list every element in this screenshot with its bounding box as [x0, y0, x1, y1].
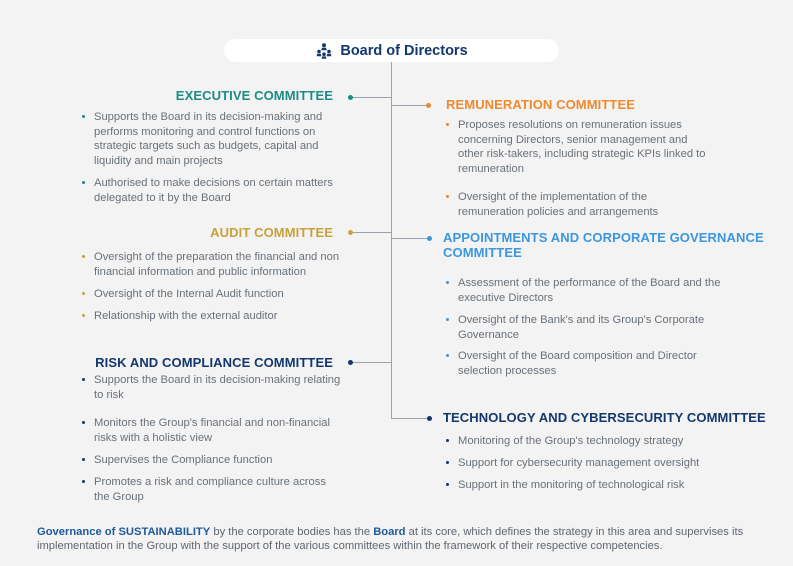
list-item: Oversight of the preparation the financial and non financial information and public information: [82, 250, 352, 279]
technology-connector-dot: [427, 416, 432, 421]
connector-executive: [353, 97, 391, 98]
footer-sustainability-label: Governance of SUSTAINABILITY: [37, 526, 211, 538]
connector-technology: [391, 418, 429, 419]
board-title: Board of Directors: [340, 42, 468, 59]
appointments-governance-committee-title: APPOINTMENTS AND CORPORATE GOVERNANCE COMMITTEE: [443, 230, 764, 260]
list-item: Monitors the Group's financial and non-financial risks with a holistic view: [82, 416, 352, 445]
board-of-directors-header: [224, 39, 559, 62]
trunk-line: [391, 62, 392, 418]
connector-appointments: [391, 238, 429, 239]
org-hierarchy-icon: [315, 43, 333, 59]
risk-compliance-committee-title: RISK AND COMPLIANCE COMMITTEE: [95, 355, 333, 370]
list-item: Proposes resolutions on remuneration issues concerning Directors, senior management and other risk-takers, including strategic KPIs linked to remuneration: [446, 118, 708, 176]
list-item: Assessment of the performance of the Board and the executive Directors: [446, 276, 736, 305]
list-item: Oversight of the Internal Audit function: [82, 287, 352, 302]
technology-cybersecurity-committee-title: TECHNOLOGY AND CYBERSECURITY COMMITTEE: [443, 410, 766, 425]
list-item: Support for cybersecurity management oversight: [446, 456, 746, 471]
connector-audit: [353, 232, 391, 233]
list-item: Oversight of the Board composition and Director selection processes: [446, 349, 716, 378]
connector-remuneration: [391, 105, 428, 106]
executive-connector-dot: [348, 95, 353, 100]
footer-board-label: Board: [373, 526, 406, 538]
list-item: Monitoring of the Group's technology strategy: [446, 434, 746, 449]
remuneration-connector-dot: [426, 103, 431, 108]
list-item: Supervises the Compliance function: [82, 453, 352, 468]
audit-committee-title: AUDIT COMMITTEE: [210, 225, 333, 240]
audit-connector-dot: [348, 230, 353, 235]
remuneration-committee-title: REMUNERATION COMMITTEE: [446, 97, 636, 112]
appointments-connector-dot: [427, 236, 432, 241]
list-item: Supports the Board in its decision-making relating to risk: [82, 373, 352, 402]
executive-committee-title: EXECUTIVE COMMITTEE: [175, 88, 333, 103]
list-item: Relationship with the external auditor: [82, 309, 352, 324]
sustainability-footer-note: Governance of SUSTAINABILITY by the corporate bodies has the Board at its core, which defines the strategy in this area and supervises its implementation in the Group with the support of the various committees within the framework of their respective competencies.: [37, 526, 744, 552]
list-item: Oversight of the Bank's and its Group's Corporate Governance: [446, 313, 716, 342]
risk-connector-dot: [348, 360, 353, 365]
list-item: Oversight of the implementation of the remuneration policies and arrangements: [446, 190, 686, 219]
list-item: Support in the monitoring of technological risk: [446, 478, 746, 493]
list-item: Supports the Board in its decision-making and performs monitoring and control functions on strategic targets such as budgets, capital and liquidity and main projects: [82, 110, 342, 168]
list-item: Promotes a risk and compliance culture across the Group: [82, 475, 338, 504]
connector-risk: [353, 362, 391, 363]
list-item: Authorised to make decisions on certain matters delegated to it by the Board: [82, 176, 352, 205]
